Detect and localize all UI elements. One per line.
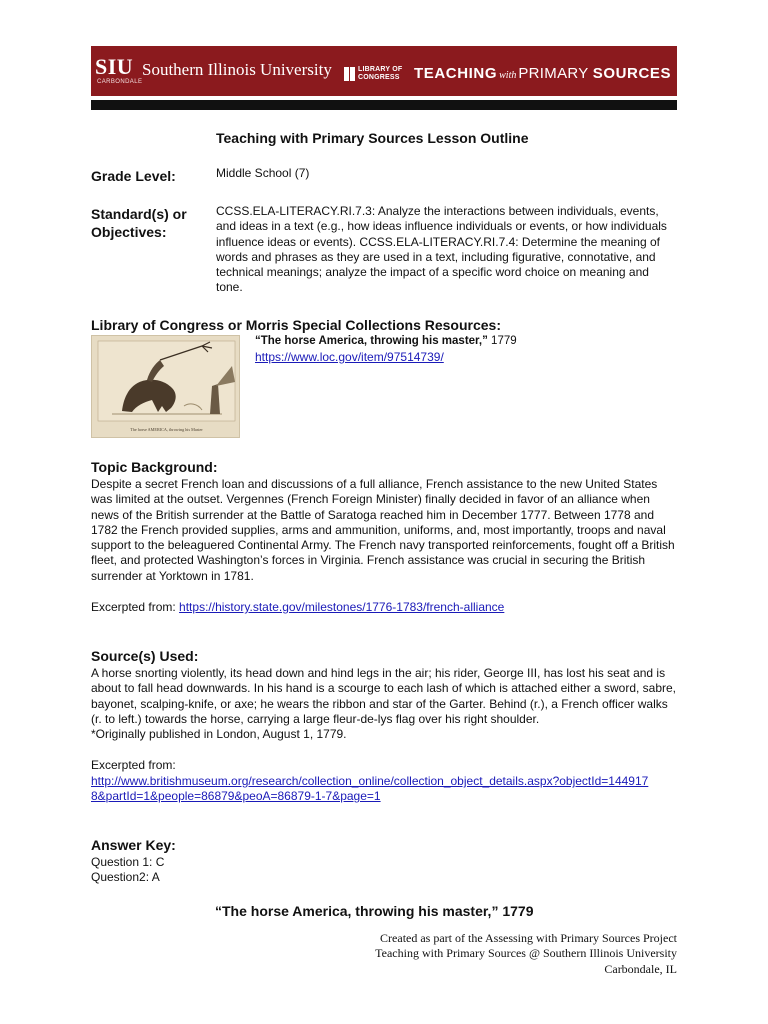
program-word-primary: PRIMARY [518, 65, 589, 82]
british-museum-link[interactable] [91, 774, 681, 805]
credits-line1: Created as part of the Assessing with Primary Sources Project [380, 931, 677, 945]
standards-text: CCSS.ELA-LITERACY.RI.7.3: Analyze the interactions between individuals, events, and ideas in a text (e.g., how ideas influence individuals or events, or how individuals influence ideas or events). CCSS.ELA-LITERACY.RI.7.4: Determine the meaning of words and phrases as they are used in a text, including figurative, connotative, and technical meanings; analyze the impact of a specific word choice on meaning and tone. [216, 204, 667, 295]
book-icon [344, 67, 355, 81]
answer-q1: Question 1: C [91, 855, 165, 869]
resource-year: 1779 [491, 335, 517, 347]
credits-line2: Teaching with Primary Sources @ Southern Illinois University [375, 946, 677, 961]
horse-america-print-image [91, 335, 240, 438]
sources-used-text: A horse snorting violently, its head down and hind legs in the air; his rider, George III, has lost his seat and is about to fall head downwards. In his hand is a scourge to each lash of which is attached either a sword, sabre, bayonet, scalping-knife, or axe; he wears the ribbon and star of the Garter. Behind (r.), a French officer walks (r. to left.) towards the horse, carrying a large fleur-de-lys flag over his right shoulder. [91, 666, 677, 726]
topic-excerpt-label: Excerpted from: [91, 600, 176, 614]
program-word-with: with [499, 70, 517, 81]
header-rule [91, 100, 677, 110]
resources-heading: Library of Congress or Morris Special Collections Resources: [91, 317, 501, 333]
print-caption: The horse AMERICA, throwing his Master [130, 427, 203, 432]
sources-used-heading: Source(s) Used: [91, 648, 199, 664]
resource-title-text: “The horse America, throwing his master,” [255, 335, 488, 347]
sources-used-note: *Originally published in London, August 1, 1779. [91, 727, 347, 741]
credits-line3: Carbondale, IL [604, 961, 677, 976]
program-name [414, 65, 671, 85]
grade-level-value: Middle School (7) [216, 166, 310, 180]
topic-background-text: Despite a secret French loan and discussions of a full alliance, French assistance to the new United States was limited at the outset. Vergennes (French Foreign Minister) finally decided in favor of an alliance when news of the British surrender at the Battle of Saratoga reached him in December 1777. Between 1778 and 1782 the French provided supplies, arms and ammunition, uniforms, and, most importantly, troops and naval support to the beleaguered Continental Army. The French navy transported reinforcements, fought off a British fleet, and protected Washington’s forces in Virginia. French assistance was crucial in securing the British surrender at Yorktown in 1781. [91, 477, 675, 583]
siu-logo-subtitle: CARBONDALE [97, 79, 143, 85]
sources-excerpt-label: Excerpted from: [91, 758, 176, 772]
topic-excerpt [91, 600, 504, 615]
answer-q2: Question2: A [91, 870, 160, 884]
program-word-sources: SOURCES [592, 65, 672, 82]
state-gov-link[interactable]: https://history.state.gov/milestones/1776-1783/french-alliance [179, 600, 505, 614]
university-name: Southern Illinois University [142, 60, 332, 79]
british-museum-link-line2[interactable]: 8&partId=1&people=86879&peoA=86879-1-7&page=1 [91, 789, 381, 804]
resource-item-title [255, 334, 517, 348]
loc-logo-text: LIBRARY OF CONGRESS [358, 66, 403, 81]
siu-logo-mark: SIU [95, 54, 134, 79]
answer-key-heading: Answer Key: [91, 837, 176, 853]
library-of-congress-logo [344, 66, 408, 84]
standards-label [91, 205, 187, 241]
grade-level-label: Grade Level: [91, 168, 176, 184]
topic-background-heading: Topic Background: [91, 459, 218, 475]
closing-title: “The horse America, throwing his master,” 1779 [215, 903, 534, 919]
standards-label-line2: Objectives: [91, 224, 167, 240]
british-museum-link-line1[interactable]: http://www.britishmuseum.org/research/collection_online/collection_object_details.aspx?objectId=144917 [91, 774, 649, 788]
engraving-illustration [92, 336, 240, 438]
standards-label-line1: Standard(s) or [91, 206, 187, 222]
loc-item-link[interactable]: https://www.loc.gov/item/97514739/ [255, 350, 444, 364]
credits-block [375, 931, 677, 977]
program-word-teaching: TEACHING [414, 65, 498, 82]
document-title: Teaching with Primary Sources Lesson Outline [216, 130, 529, 146]
